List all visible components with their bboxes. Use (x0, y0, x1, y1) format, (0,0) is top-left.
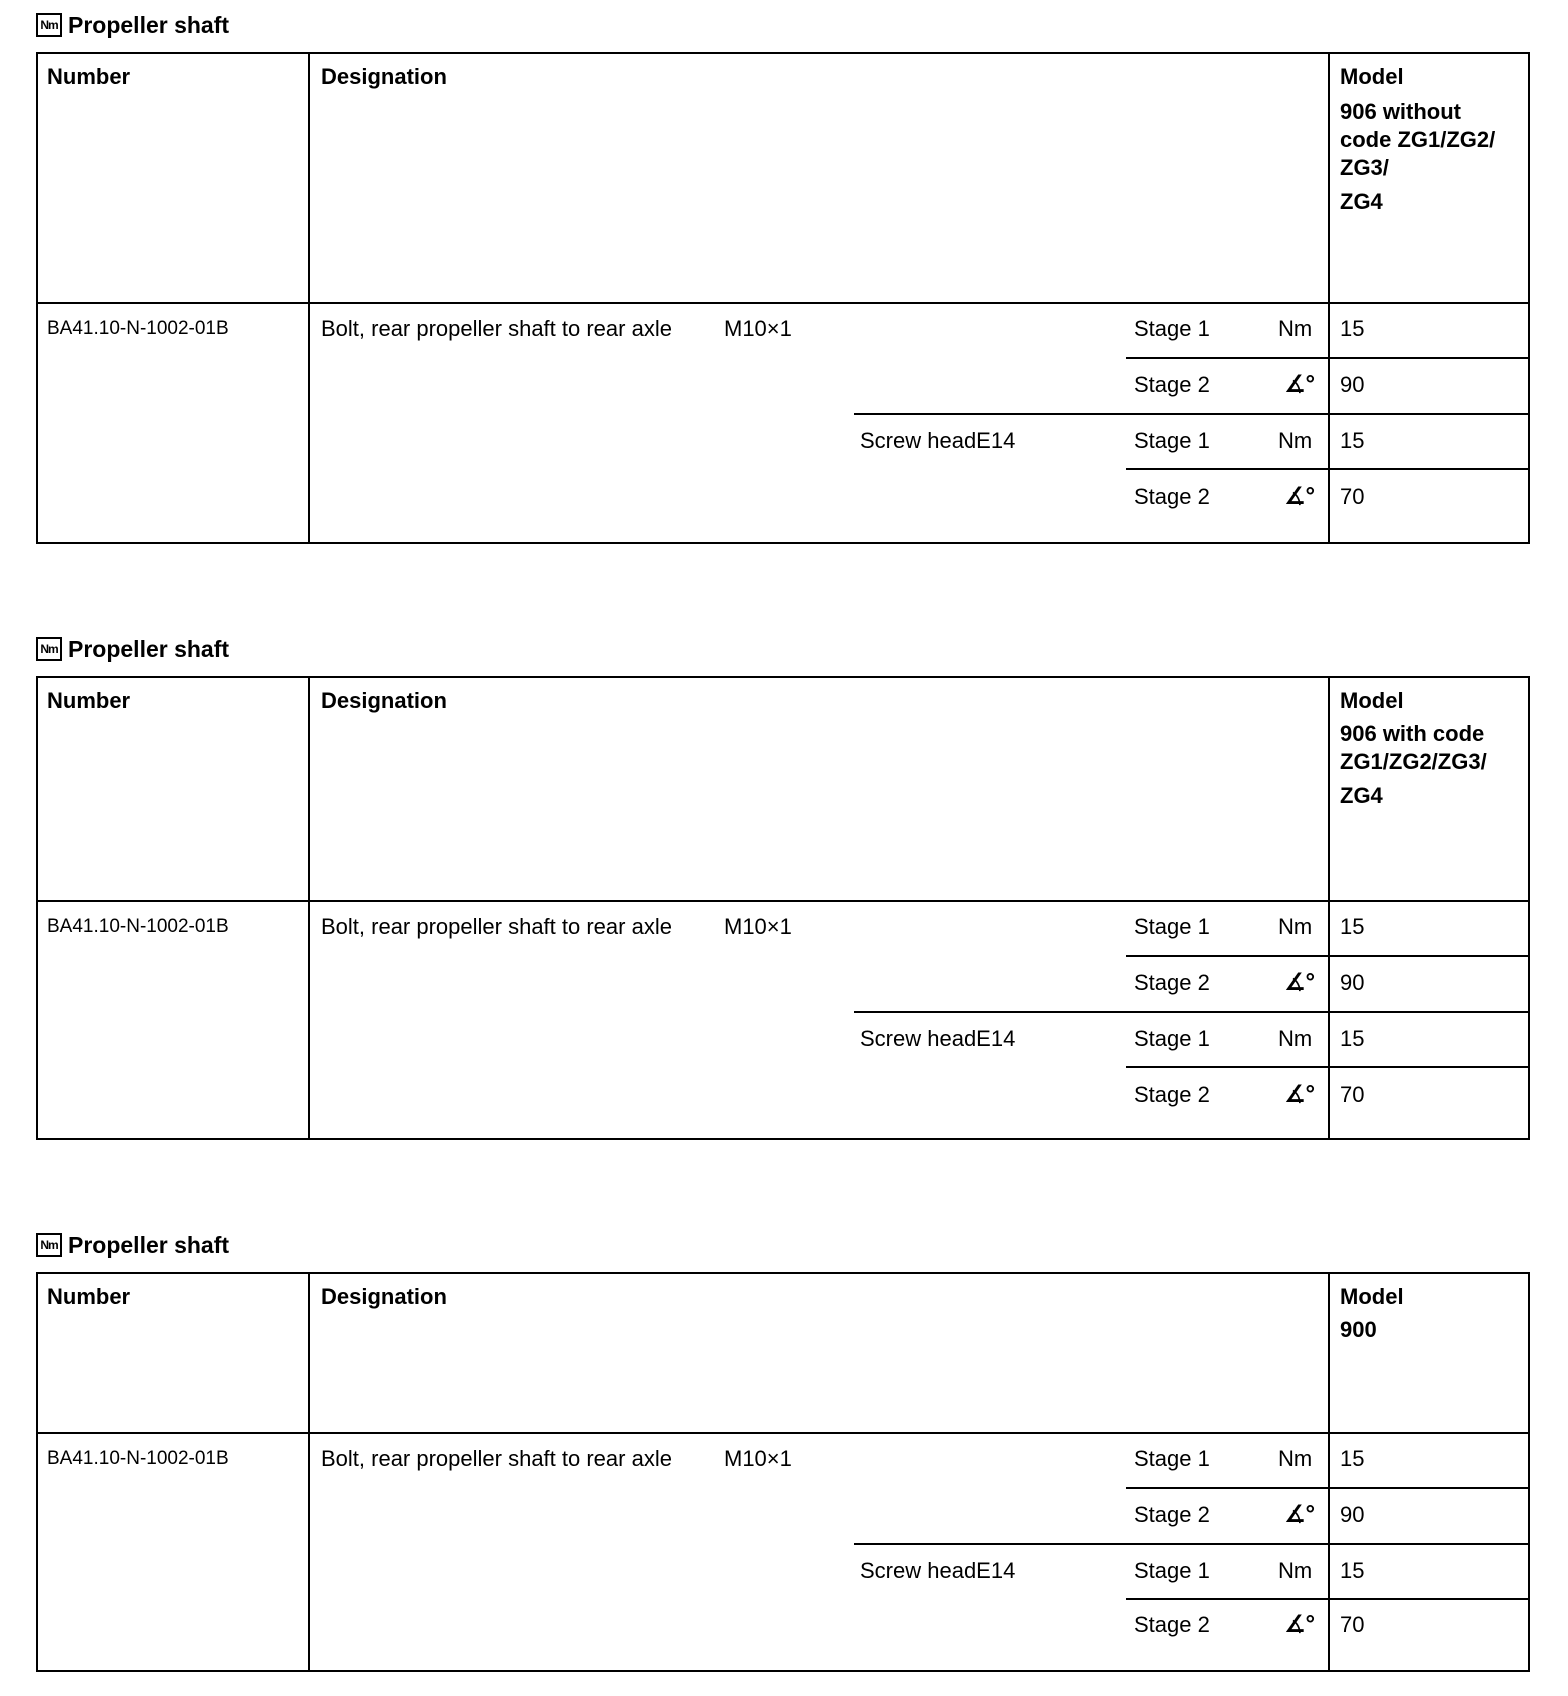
section-title (36, 8, 229, 42)
angle-value: 70 (1340, 1082, 1365, 1107)
angle-value: 70 (1340, 484, 1365, 509)
model-value (1340, 98, 1495, 216)
torque-value: 15 (1340, 914, 1365, 939)
torque-table (36, 1272, 1530, 1672)
angle-icon: ∡° (1284, 1501, 1316, 1528)
header-model: Model (1340, 688, 1404, 713)
torque-table (36, 52, 1530, 544)
thread-size: M10×1 (724, 914, 792, 939)
stage-label: Stage 2 (1134, 970, 1210, 995)
model-value (1340, 720, 1487, 810)
header-number: Number (47, 64, 131, 89)
designation-text: Bolt, rear propeller shaft to rear axle (321, 1446, 672, 1471)
screw-head: Screw headE14 (860, 1026, 1016, 1051)
torque-value: 15 (1340, 316, 1365, 341)
nm-torque-icon: Nm (36, 637, 62, 661)
torque-value: 15 (1340, 1446, 1365, 1471)
stage-label: Stage 2 (1134, 484, 1210, 509)
section-title-text: Propeller shaft (68, 635, 230, 662)
model-value (1340, 1316, 1377, 1344)
model-line: ZG3/ (1340, 155, 1389, 180)
angle-icon: ∡° (1284, 1611, 1316, 1638)
stage-label: Stage 1 (1134, 1558, 1210, 1583)
stage-label: Stage 1 (1134, 316, 1210, 341)
model-line: ZG4 (1340, 783, 1383, 808)
designation-text: Bolt, rear propeller shaft to rear axle (321, 914, 672, 939)
nm-torque-icon: Nm (36, 1233, 62, 1257)
part-number: BA41.10-N-1002-01B (47, 1448, 229, 1469)
nm-unit: Nm (1278, 1026, 1313, 1051)
header-number: Number (47, 1284, 131, 1309)
model-line: ZG1/ZG2/ZG3/ (1340, 749, 1487, 774)
section-title (36, 1228, 229, 1262)
angle-value: 90 (1340, 1502, 1365, 1527)
torque-value: 15 (1340, 1558, 1365, 1583)
nm-unit: Nm (1278, 1558, 1313, 1583)
header-designation: Designation (321, 688, 447, 713)
angle-value: 70 (1340, 1612, 1365, 1637)
screw-head: Screw headE14 (860, 1558, 1016, 1583)
section-title-text: Propeller shaft (68, 11, 230, 38)
part-number: BA41.10-N-1002-01B (47, 916, 229, 937)
angle-icon: ∡° (1284, 371, 1316, 398)
header-model: Model (1340, 1284, 1404, 1309)
section-title (36, 632, 229, 666)
model-line: 900 (1340, 1317, 1377, 1342)
stage-label: Stage 1 (1134, 914, 1210, 939)
stage-label: Stage 1 (1134, 1026, 1210, 1051)
angle-value: 90 (1340, 970, 1365, 995)
torque-table (36, 676, 1530, 1140)
torque-value: 15 (1340, 1026, 1365, 1051)
header-model: Model (1340, 64, 1404, 89)
nm-unit: Nm (1278, 316, 1313, 341)
angle-icon: ∡° (1284, 1081, 1316, 1108)
header-designation: Designation (321, 64, 447, 89)
header-number: Number (47, 688, 131, 713)
stage-label: Stage 1 (1134, 428, 1210, 453)
stage-label: Stage 1 (1134, 1446, 1210, 1471)
nm-torque-icon: Nm (36, 13, 62, 37)
stage-label: Stage 2 (1134, 1082, 1210, 1107)
part-number: BA41.10-N-1002-01B (47, 318, 229, 339)
torque-value: 15 (1340, 428, 1365, 453)
screw-head: Screw headE14 (860, 428, 1016, 453)
model-line: ZG4 (1340, 189, 1383, 214)
nm-unit: Nm (1278, 914, 1313, 939)
thread-size: M10×1 (724, 316, 792, 341)
model-line: code ZG1/ZG2/ (1340, 127, 1496, 152)
designation-text: Bolt, rear propeller shaft to rear axle (321, 316, 672, 341)
angle-icon: ∡° (1284, 483, 1316, 510)
angle-icon: ∡° (1284, 969, 1316, 996)
stage-label: Stage 2 (1134, 1612, 1210, 1637)
nm-unit: Nm (1278, 428, 1313, 453)
stage-label: Stage 2 (1134, 372, 1210, 397)
model-line: 906 with code (1340, 721, 1485, 746)
header-designation: Designation (321, 1284, 447, 1309)
section-title-text: Propeller shaft (68, 1231, 230, 1258)
stage-label: Stage 2 (1134, 1502, 1210, 1527)
angle-value: 90 (1340, 372, 1365, 397)
model-line: 906 without (1340, 99, 1462, 124)
thread-size: M10×1 (724, 1446, 792, 1471)
nm-unit: Nm (1278, 1446, 1313, 1471)
